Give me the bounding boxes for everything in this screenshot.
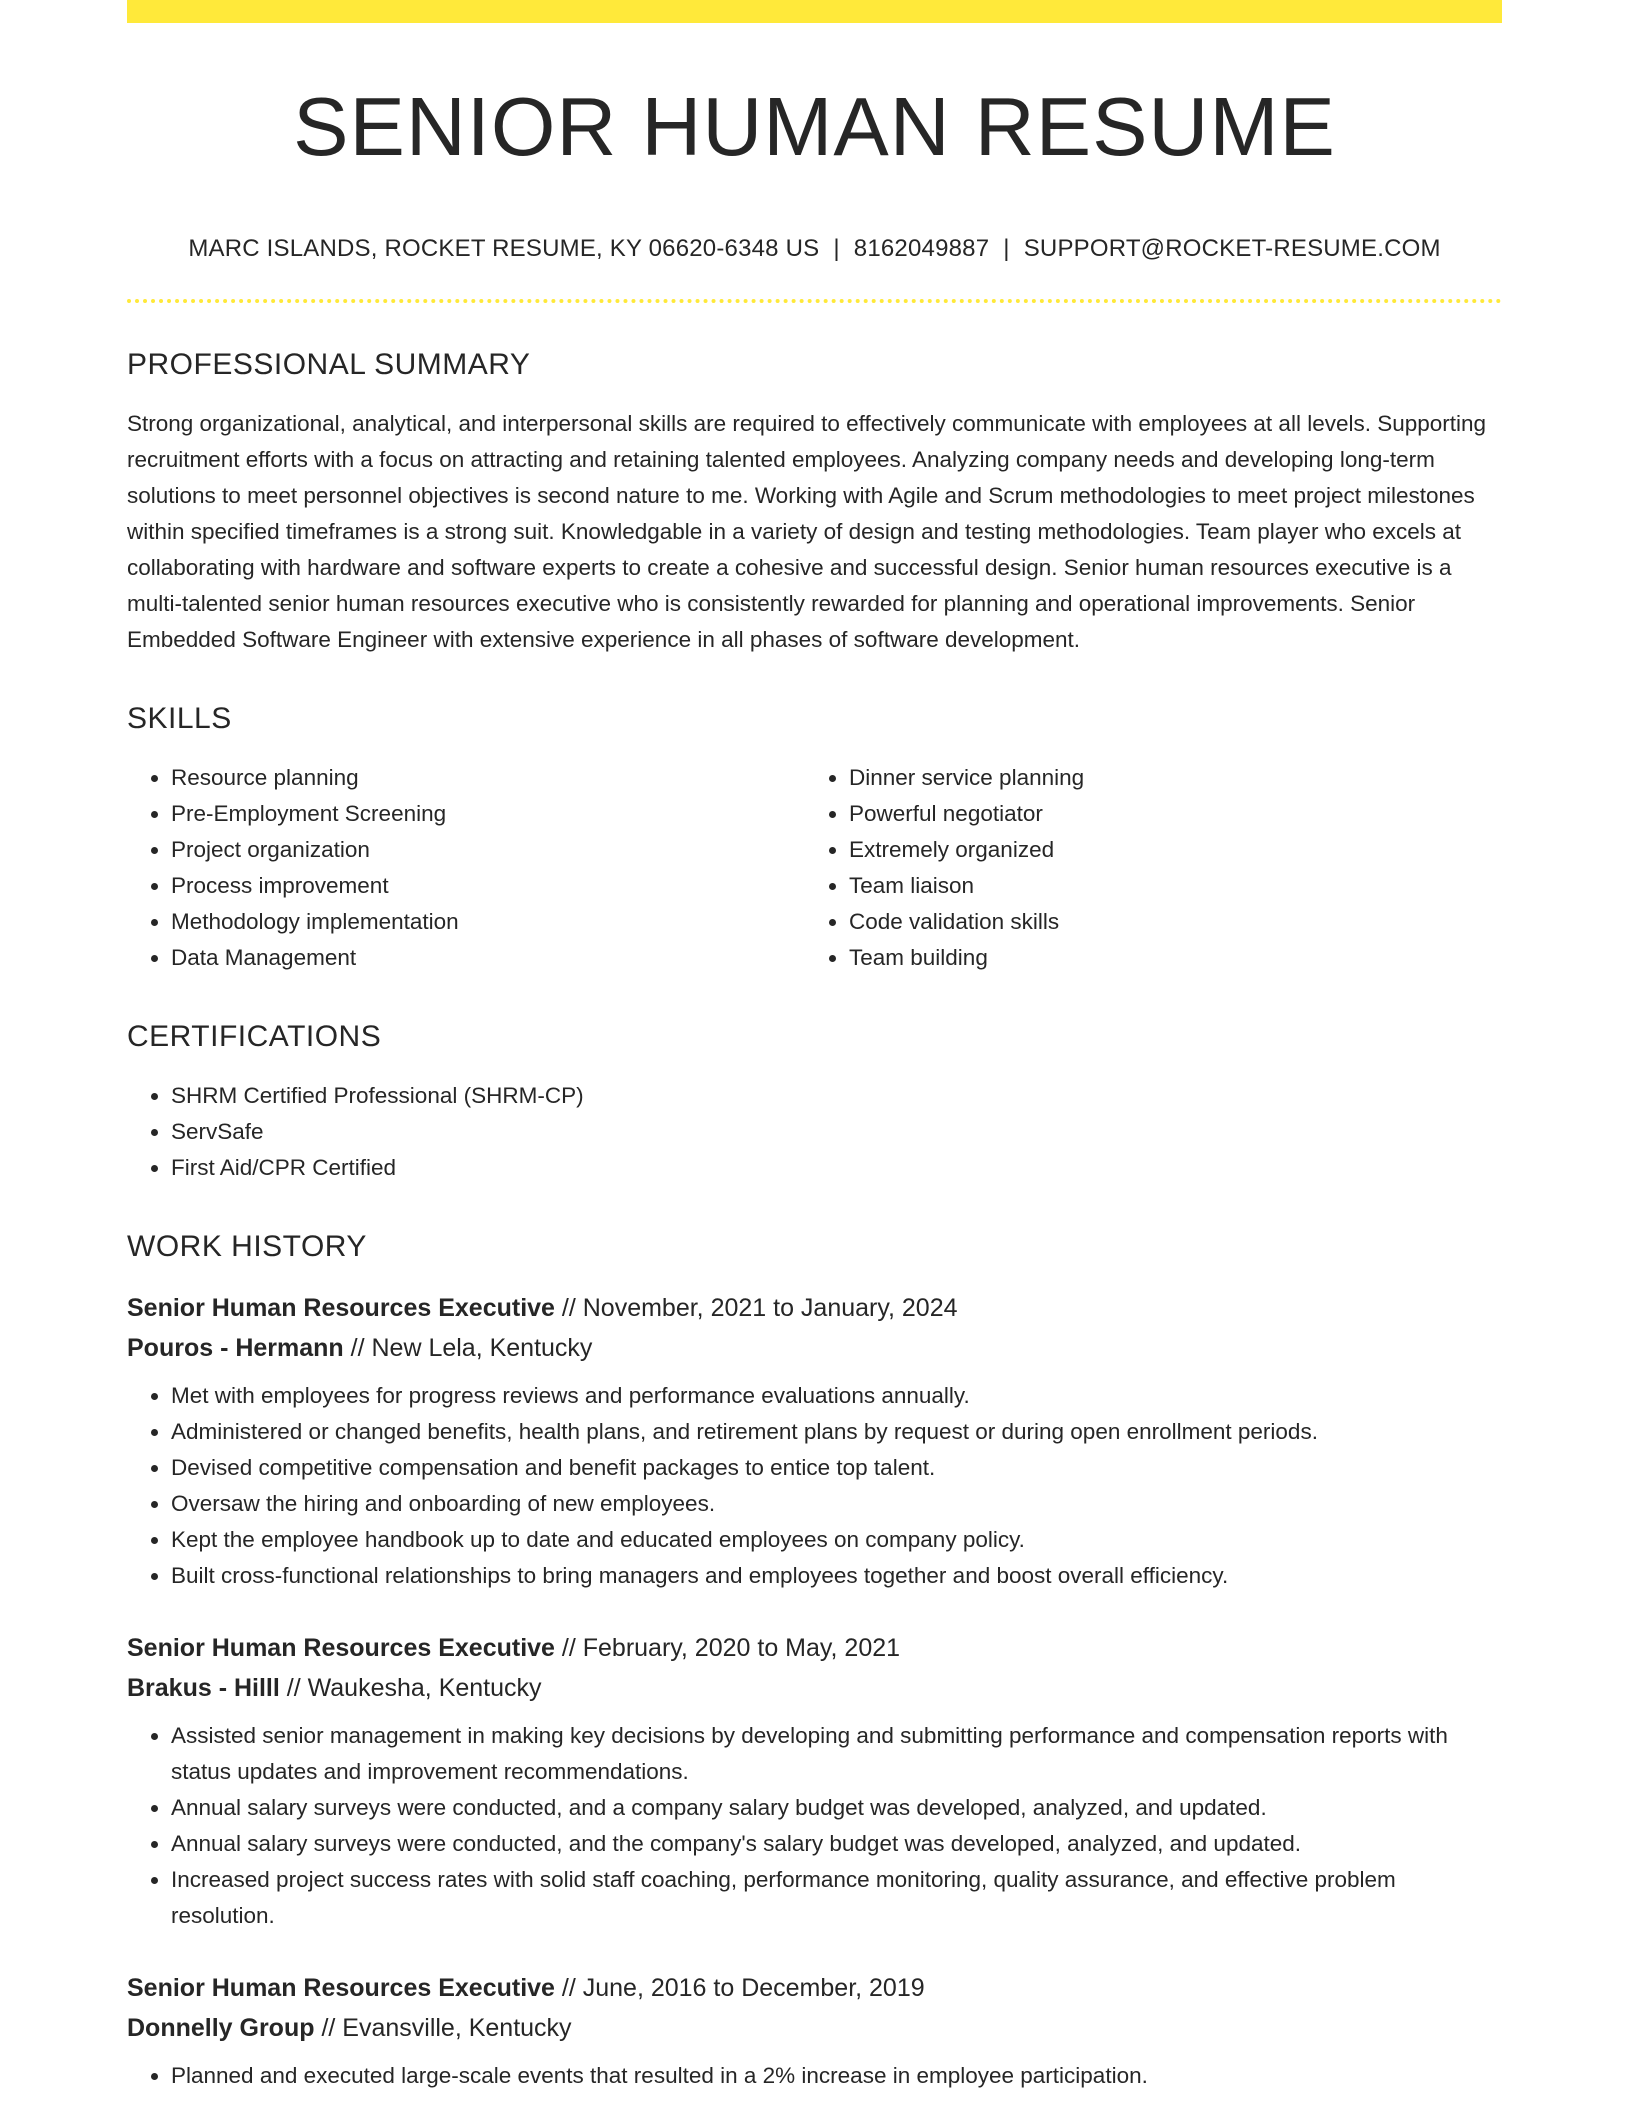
certification-item: • First Aid/CPR Certified	[171, 1150, 1502, 1186]
skills-grid	[127, 760, 1502, 976]
contact-email: SUPPORT@ROCKET-RESUME.COM	[1023, 235, 1441, 262]
skill-item: • Resource planning	[171, 760, 805, 796]
job-role: Senior Human Resources Executive	[127, 1974, 555, 2002]
job-bullet: • Built cross-functional relationships to bring managers and employees together and boost overall efficiency.	[171, 1558, 1502, 1594]
job-bullets	[127, 1718, 1502, 1934]
job-bullet: • Annual salary surveys were conducted, and a company salary budget was developed, analyzed, and updated.	[171, 1790, 1502, 1826]
job-company-line	[127, 1668, 1502, 1708]
job-dates: // November, 2021 to January, 2024	[554, 1294, 958, 1322]
skill-item: • Dinner service planning	[849, 760, 1483, 796]
summary-heading: PROFESSIONAL SUMMARY	[127, 348, 531, 381]
job-entry	[127, 1628, 1502, 1934]
skills-column-left	[127, 760, 805, 976]
job-bullets	[127, 2058, 1502, 2094]
contact-phone: 8162049887	[853, 235, 990, 262]
skills-column-right	[805, 760, 1483, 976]
job-company-line	[127, 2008, 1502, 2048]
job-bullet: • Administered or changed benefits, health plans, and retirement plans by request or during open enrollment periods.	[171, 1414, 1502, 1450]
contact-address: MARC ISLANDS, ROCKET RESUME, KY 06620-6348 US	[188, 235, 820, 262]
skill-item: • Code validation skills	[849, 904, 1483, 940]
job-dates: // February, 2020 to May, 2021	[554, 1634, 901, 1662]
job-bullet: • Assisted senior management in making key decisions by developing and submitting performance and compensation reports with status updates and improvement recommendations.	[171, 1718, 1502, 1790]
work-history-heading: WORK HISTORY	[127, 1230, 367, 1263]
job-location: // New Lela, Kentucky	[343, 1334, 593, 1362]
skill-item: • Team building	[849, 940, 1483, 976]
skill-item: • Team liaison	[849, 868, 1483, 904]
skill-item: • Process improvement	[171, 868, 805, 904]
job-bullet: • Increased project success rates with solid staff coaching, performance monitoring, quality assurance, and effective problem resolution.	[171, 1862, 1502, 1934]
job-title-line	[127, 1968, 1502, 2008]
skill-item: • Project organization	[171, 832, 805, 868]
skills-heading: SKILLS	[127, 702, 232, 735]
job-bullet: • Met with employees for progress reviews and performance evaluations annually.	[171, 1378, 1502, 1414]
skill-item: • Powerful negotiator	[849, 796, 1483, 832]
contact-separator: |	[833, 235, 840, 262]
resume-name: SENIOR HUMAN RESUME	[293, 80, 1336, 173]
certification-item: • ServSafe	[171, 1114, 1502, 1150]
job-bullets	[127, 1378, 1502, 1594]
job-location: // Waukesha, Kentucky	[279, 1674, 542, 1702]
job-location: // Evansville, Kentucky	[314, 2014, 572, 2042]
certifications-heading: CERTIFICATIONS	[127, 1020, 382, 1053]
contact-line	[127, 235, 1502, 263]
contact-separator: |	[1003, 235, 1010, 262]
job-bullet: • Devised competitive compensation and benefit packages to entice top talent.	[171, 1450, 1502, 1486]
job-bullet: • Annual salary surveys were conducted, and the company's salary budget was developed, analyzed, and updated.	[171, 1826, 1502, 1862]
resume-page	[127, 0, 1502, 2094]
job-company: Brakus - Hilll	[127, 1674, 280, 1702]
skill-item: • Extremely organized	[849, 832, 1483, 868]
skill-item: • Pre-Employment Screening	[171, 796, 805, 832]
accent-top-bar	[127, 0, 1502, 23]
summary-text: Strong organizational, analytical, and interpersonal skills are required to effectively communicate with employees at all levels. Supporting recruitment efforts with a focus on attracting and retaining talented employees. Analyzing company needs and developing long-term solutions to meet personnel objectives is second nature to me. Working with Agile and Scrum methodologies to meet project milestones within specified timeframes is a strong suit. Knowledgable in a variety of design and testing methodologies. Team player who excels at collaborating with hardware and software experts to create a cohesive and successful design. Senior human resources executive is a multi-talented senior human resources executive who is consistently rewarded for planning and operational improvements. Senior Embedded Software Engineer with extensive experience in all phases of software development.	[127, 411, 1487, 652]
certifications-list	[127, 1078, 1502, 1186]
certification-item: • SHRM Certified Professional (SHRM-CP)	[171, 1078, 1502, 1114]
job-entry	[127, 1288, 1502, 1594]
job-company: Pouros - Hermann	[127, 1334, 344, 1362]
job-bullet: • Kept the employee handbook up to date and educated employees on company policy.	[171, 1522, 1502, 1558]
job-company: Donnelly Group	[127, 2014, 315, 2042]
job-title-line	[127, 1628, 1502, 1668]
job-bullet: • Oversaw the hiring and onboarding of new employees.	[171, 1486, 1502, 1522]
job-role: Senior Human Resources Executive	[127, 1294, 555, 1322]
job-bullet: • Planned and executed large-scale events that resulted in a 2% increase in employee participation.	[171, 2058, 1502, 2094]
job-role: Senior Human Resources Executive	[127, 1634, 555, 1662]
job-dates: // June, 2016 to December, 2019	[554, 1974, 925, 2002]
job-company-line	[127, 1328, 1502, 1368]
skill-item: • Data Management	[171, 940, 805, 976]
job-title-line	[127, 1288, 1502, 1328]
job-entry	[127, 1968, 1502, 2094]
skill-item: • Methodology implementation	[171, 904, 805, 940]
dotted-divider	[127, 299, 1502, 303]
